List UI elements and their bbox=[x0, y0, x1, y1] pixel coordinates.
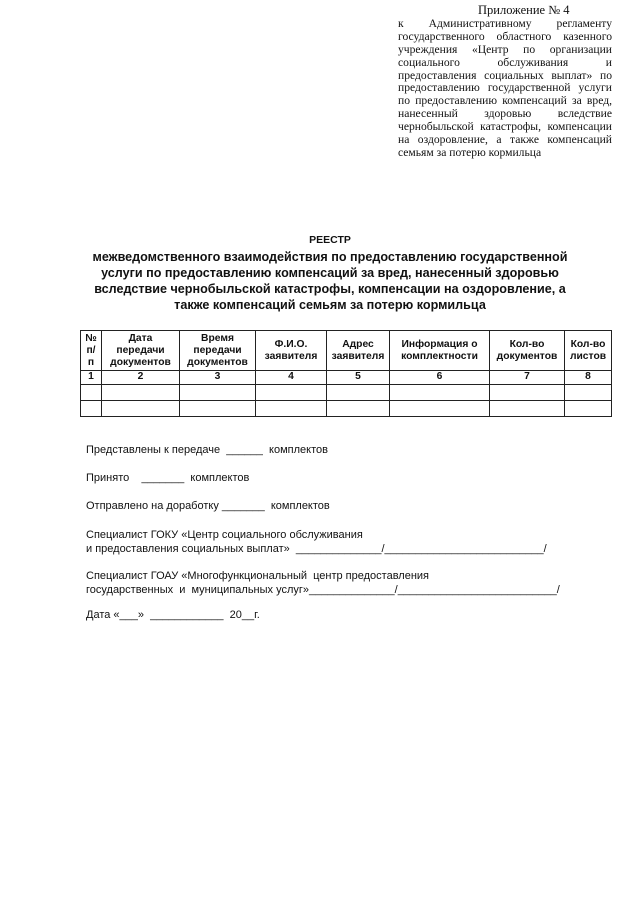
accepted-sets-line: Принято _______ комплектов bbox=[86, 472, 250, 484]
table-cell bbox=[490, 385, 565, 401]
table-cell bbox=[102, 401, 180, 417]
column-number: 8 bbox=[565, 371, 612, 385]
appendix-title: Приложение № 4 bbox=[478, 3, 570, 17]
registry-table bbox=[80, 330, 612, 417]
table-cell bbox=[180, 385, 256, 401]
title-line-3: вследствие чернобыльской катастрофы, компенсации на оздоровление, а bbox=[94, 282, 566, 296]
header-applicant-name: Ф.И.О. заявителя bbox=[256, 331, 327, 371]
column-number: 2 bbox=[102, 371, 180, 385]
table-cell bbox=[390, 401, 490, 417]
header-sheet-count: Кол-во листов bbox=[565, 331, 612, 371]
table-row bbox=[81, 401, 612, 417]
table-row bbox=[81, 385, 612, 401]
header-document-count: Кол-во документов bbox=[490, 331, 565, 371]
column-number: 5 bbox=[327, 371, 390, 385]
title-line-4: также компенсаций семьям за потерю кормильца bbox=[174, 298, 486, 312]
column-number-row bbox=[81, 371, 612, 385]
header-transfer-time: Время передачи документов bbox=[180, 331, 256, 371]
table-cell bbox=[327, 385, 390, 401]
table-cell bbox=[81, 401, 102, 417]
submitted-sets-line: Представлены к передаче ______ комплектов bbox=[86, 444, 328, 456]
table-cell bbox=[102, 385, 180, 401]
table-cell bbox=[81, 385, 102, 401]
column-number: 7 bbox=[490, 371, 565, 385]
column-number: 4 bbox=[256, 371, 327, 385]
table-cell bbox=[565, 401, 612, 417]
column-number: 1 bbox=[81, 371, 102, 385]
table-cell bbox=[256, 401, 327, 417]
title-word: РЕЕСТР bbox=[309, 234, 351, 246]
header-transfer-date: Дата передачи документов bbox=[102, 331, 180, 371]
specialist-mfc-signature-line: государственных и муниципальных услуг»______________/__________________________/ bbox=[86, 584, 560, 596]
specialist-mfc-line-1: Специалист ГОАУ «Многофункциональный центр предоставления bbox=[86, 570, 430, 582]
appendix-body: к Административному регламенту государственного областного казенного учреждения «Центр по организации социального обслуживания и предоставления социальных выплат» по предоставлению государственной услуги по предоставлению компенсаций за вред, нанесенный здоровью вследствие чернобыльской катастрофы, компенсации на оздоровление, а также компенсаций семьям за потерю кормильца bbox=[398, 16, 612, 159]
appendix-block bbox=[398, 4, 612, 160]
document-title bbox=[70, 232, 590, 313]
table-cell bbox=[256, 385, 327, 401]
title-line-1: межведомственного взаимодействия по предоставлению государственной bbox=[92, 250, 568, 264]
table-header-row bbox=[81, 331, 612, 371]
date-line: Дата «___» ____________ 20__г. bbox=[86, 609, 260, 621]
header-completeness-info: Информация о комплектности bbox=[390, 331, 490, 371]
header-applicant-address: Адрес заявителя bbox=[327, 331, 390, 371]
table-cell bbox=[327, 401, 390, 417]
table-cell bbox=[565, 385, 612, 401]
table-cell bbox=[390, 385, 490, 401]
specialist-center-line-1: Специалист ГОКУ «Центр социального обслуживания bbox=[86, 529, 363, 541]
table-cell bbox=[490, 401, 565, 417]
column-number: 3 bbox=[180, 371, 256, 385]
returned-sets-line: Отправлено на доработку _______ комплектов bbox=[86, 500, 330, 512]
column-number: 6 bbox=[390, 371, 490, 385]
table-cell bbox=[180, 401, 256, 417]
header-number: № п/ п bbox=[81, 331, 102, 371]
specialist-center-signature-line: и предоставления социальных выплат» ______________/__________________________/ bbox=[86, 543, 547, 555]
title-line-2: услуги по предоставлению компенсаций за вред, нанесенный здоровью bbox=[101, 266, 559, 280]
